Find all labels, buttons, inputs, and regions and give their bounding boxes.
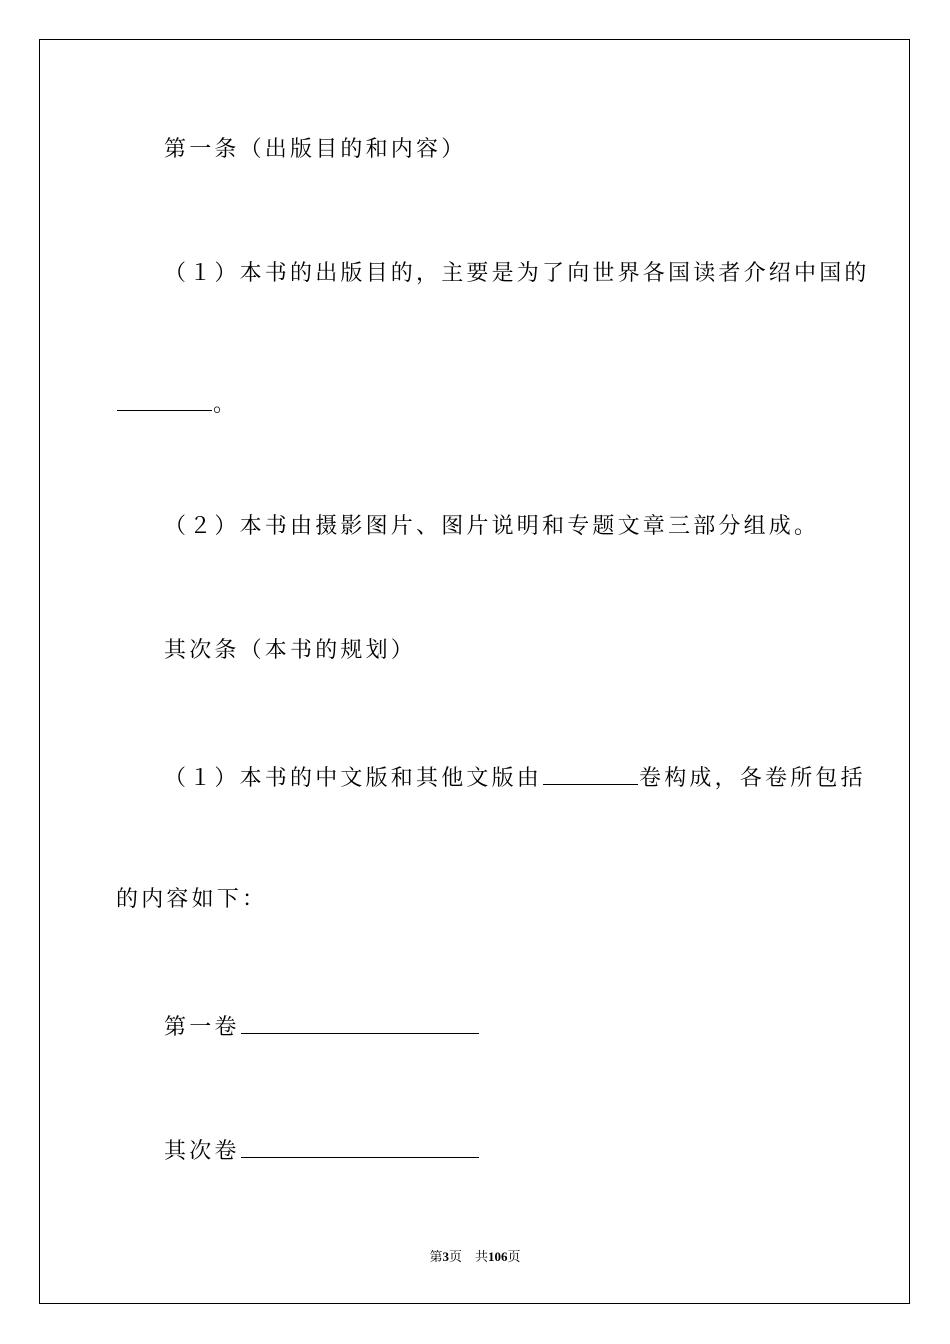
volume-2-line bbox=[164, 1135, 480, 1166]
fill-in-blank-volume-count[interactable] bbox=[543, 762, 638, 785]
article-2-clause-1-before: （１）本书的中文版和其他文版由 bbox=[164, 766, 543, 791]
period: 。 bbox=[213, 392, 239, 417]
article-2-clause-1-continuation bbox=[116, 886, 267, 914]
footer-prefix: 第 bbox=[429, 1249, 443, 1264]
footer-total-unit: 页 bbox=[507, 1249, 521, 1264]
footer-total-pages: 106 bbox=[488, 1249, 508, 1264]
article-1-heading-text: 第一条（出版目的和内容） bbox=[164, 137, 467, 162]
volume-2-label: 其次卷 bbox=[164, 1139, 240, 1164]
article-2-heading-text: 其次条（本书的规划） bbox=[164, 638, 417, 663]
footer-page-number: 3 bbox=[442, 1249, 449, 1264]
volume-1-line bbox=[164, 1011, 480, 1042]
article-1-heading bbox=[164, 136, 466, 164]
article-2-clause-1-after: 卷构成，各卷所包括 bbox=[639, 766, 866, 791]
article-1-clause-1-continuation bbox=[116, 388, 238, 419]
article-2-clause-1-continuation-text: 的内容如下： bbox=[116, 887, 268, 912]
footer-page-unit: 页 bbox=[448, 1249, 462, 1264]
article-1-clause-2-text: （２）本书由摄影图片、图片说明和专题文章三部分组成。 bbox=[164, 514, 820, 539]
fill-in-blank-purpose[interactable] bbox=[117, 388, 212, 411]
fill-in-blank-volume-1[interactable] bbox=[241, 1011, 479, 1034]
page-footer bbox=[0, 1248, 950, 1266]
page-border bbox=[39, 39, 910, 1304]
article-1-clause-2 bbox=[164, 513, 819, 541]
article-1-clause-1-text: （１）本书的出版目的，主要是为了向世界各国读者介绍中国的 bbox=[164, 261, 870, 286]
fill-in-blank-volume-2[interactable] bbox=[241, 1135, 479, 1158]
footer-total-prefix: 共 bbox=[475, 1249, 489, 1264]
article-1-clause-1 bbox=[164, 260, 870, 288]
article-2-clause-1 bbox=[164, 762, 866, 793]
article-2-heading bbox=[164, 637, 416, 665]
volume-1-label: 第一卷 bbox=[164, 1015, 240, 1040]
